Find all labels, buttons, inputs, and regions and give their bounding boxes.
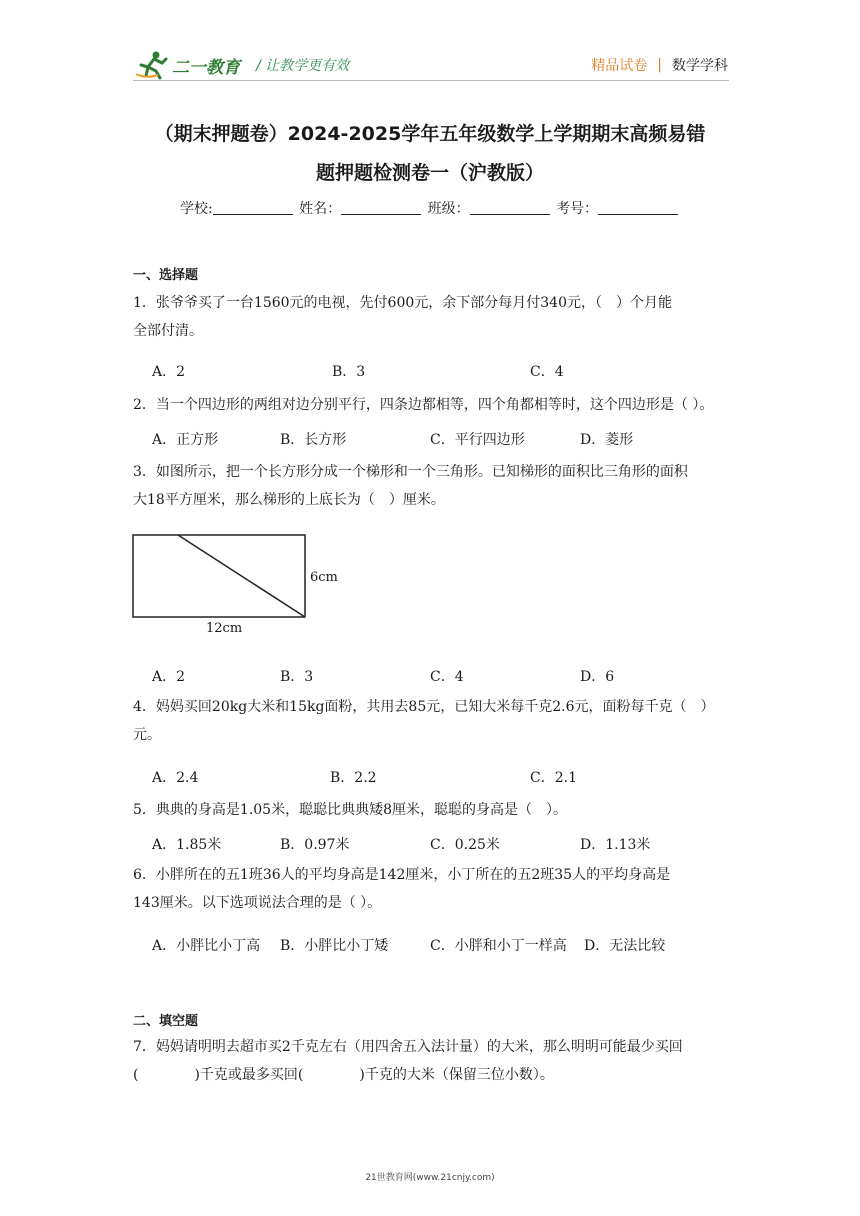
q6-option-c: C．小胖和小丁一样高 [430,938,567,954]
runner-logo-icon [136,50,170,80]
question-5-line1: 5．典典的身高是1.05米，聪聪比典典矮8厘米，聪聪的身高是（ ）。 [133,802,567,818]
class-blank[interactable] [470,200,550,215]
q1-option-b: B．3 [332,364,366,380]
header-subject-label: 数学学科 [672,58,728,74]
question-3 [133,458,733,514]
q5-option-c: C．0.25米 [430,837,500,853]
q2-option-d: D．菱形 [580,432,634,448]
q3-option-c: C．4 [430,669,464,685]
question-7-line1: 7．妈妈请明明去超市买2千克左右（用四舍五入法计量）的大米，那么明明可能最少买回 [133,1039,683,1055]
q5-option-b: B．0.97米 [280,837,350,853]
q1-option-a: A．2 [152,364,186,380]
class-label: 班级： [427,201,470,217]
q4-option-b: B．2.2 [330,770,377,786]
q3-option-b: B．3 [280,669,314,685]
question-4-line2: 元。 [133,727,161,743]
q5-option-d: D．1.13米 [580,837,651,853]
number-blank[interactable] [598,200,678,215]
q4-option-c: C．2.1 [530,770,577,786]
section-heading-choice: 一、选择题 [133,268,199,283]
question-4-line1: 4．妈妈买回20kg大米和15kg面粉，共用去85元，已知大米每千克2.6元，面粉每千克（ ） [133,699,715,715]
q6-option-b: B．小胖比小丁矮 [280,938,389,954]
school-blank[interactable] [213,200,293,215]
rectangle-figure [130,532,350,642]
question-7 [133,1033,733,1089]
page-footer: 21世教育网(www.21cnjy.com) [365,1173,495,1183]
question-3-line2: 大18平方厘米，那么梯形的上底长为（ ）厘米。 [133,492,445,508]
question-6-line2: 143厘米。以下选项说法合理的是（ ）。 [133,895,382,911]
question-7-line2: ( )千克或最多买回( )千克的大米（保留三位小数）。 [133,1067,554,1083]
question-6-line1: 6．小胖所在的五1班36人的平均身高是142厘米，小丁所在的五2班35人的平均身高是 [133,867,671,883]
q1-option-c: C．4 [530,364,564,380]
q6-option-d: D．无法比较 [584,938,666,954]
question-3-line1: 3．如图所示，把一个长方形分成一个梯形和一个三角形。已知梯形的面积比三角形的面积 [133,464,688,480]
school-label: 学校: [179,201,213,217]
q6-option-a: A．小胖比小丁高 [152,938,261,954]
q3-option-a: A．2 [152,669,186,685]
q2-option-b: B．长方形 [280,432,347,448]
q2-option-a: A．正方形 [152,432,219,448]
question-1-line2: 全部付清。 [133,323,203,339]
slogan: / 让教学更有效 [256,58,350,74]
name-blank[interactable] [341,200,421,215]
page-title-line1: （期末押题卷）2024-2025学年五年级数学上学期期末高频易错 [154,123,706,145]
question-5 [133,796,733,824]
figure-height-label: 6cm [310,570,338,585]
number-label: 考号： [556,201,599,217]
header-divider [133,80,729,81]
page-title-line2: 题押题检测卷一（沪教版） [315,162,544,184]
question-1-line1: 1．张爷爷买了一台1560元的电视，先付600元，余下部分每月付340元，（ ）个月能 [133,295,672,311]
brand-logo [136,50,240,80]
header-separator: | [657,57,662,73]
question-2-line1: 2．当一个四边形的两组对边分别平行，四条边都相等，四个角都相等时，这个四边形是（ ）。 [133,397,714,413]
name-label: 姓名： [299,201,342,217]
question-2 [133,391,743,419]
q2-option-c: C．平行四边形 [430,432,525,448]
figure-width-label: 12cm [206,621,243,636]
question-4 [133,693,743,749]
q5-option-a: A．1.85米 [152,837,222,853]
question-1 [133,289,733,345]
section-heading-fill: 二、填空题 [133,1014,199,1029]
header-premium-label: 精品试卷 [591,58,648,74]
student-info-line [100,198,760,218]
header-subject [591,55,728,75]
q4-option-a: A．2.4 [152,770,199,786]
q3-option-d: D．6 [580,669,615,685]
question-6 [133,861,733,917]
logo-text: 二一教育 [172,57,240,78]
